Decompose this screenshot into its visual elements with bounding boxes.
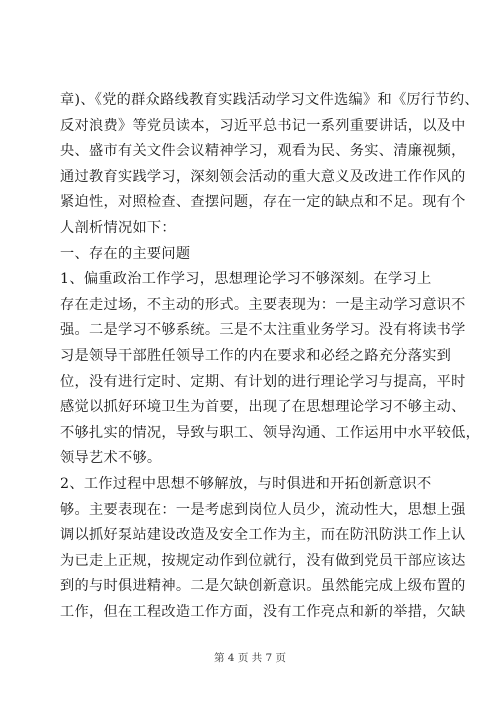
- text-line: 章)、《党的群众路线教育实践活动学习文件选编》和《厉行节约、: [60, 92, 479, 108]
- text-line: 为已走上正规，按规定动作到位就行，没有做到党员干部应该达: [60, 552, 466, 569]
- text-line: 紧迫性，对照检查、查摆问题，存在一定的缺点和不足。现有个: [60, 194, 466, 211]
- text-line: 2、工作过程中思想不够解放，与时俱进和开拓创新意识不: [60, 475, 432, 492]
- page-number: 第 4 页 共 7 页: [213, 652, 287, 664]
- page-footer: [0, 650, 500, 665]
- text-line: 央、盛市有关文件会议精神学习，观看为民、务实、清廉视频，: [60, 143, 466, 160]
- body-text: [60, 88, 481, 625]
- text-line: 强。二是学习不够系统。三是不太注重业务学习。没有将读书学: [60, 322, 466, 339]
- text-line: 位，没有进行定时、定期、有计划的进行理论学习与提高，平时: [60, 373, 466, 390]
- text-line: 调以抓好泵站建设改造及安全工作为主，而在防汛防洪工作上认: [60, 527, 466, 544]
- text-line: 存在走过场，不主动的形式。主要表现为：一是主动学习意识不: [60, 296, 466, 313]
- text-line: 1、偏重政治工作学习，思想理论学习不够深刻。在学习上: [60, 271, 432, 288]
- text-line: 人剖析情况如下：: [60, 219, 176, 236]
- section-heading: 一、存在的主要问题: [60, 245, 191, 262]
- text-line: 够。主要表现在：一是考虑到岗位人员少，流动性大，思想上强: [60, 501, 466, 518]
- text-line: 习是领导干部胜任领导工作的内在要求和必经之路充分落实到: [60, 347, 452, 364]
- text-line: 工作，但在工程改造工作方面，没有工作亮点和新的举措，欠缺: [60, 603, 466, 620]
- text-line: 领导艺术不够。: [60, 450, 162, 467]
- text-line: 反对浪费》等党员读本，习近平总书记一系列重要讲话，以及中: [60, 117, 466, 134]
- text-line: 不够扎实的情况，导致与职工、领导沟通、工作运用中水平较低，: [60, 424, 481, 441]
- text-line: 通过教育实践学习，深刻领会活动的重大意义及改进工作作风的: [60, 168, 466, 185]
- text-line: 到的与时俱进精神。二是欠缺创新意识。虽然能完成上级布置的: [60, 578, 466, 595]
- text-line: 感觉以抓好环境卫生为首要，出现了在思想理论学习不够主动、: [60, 399, 466, 416]
